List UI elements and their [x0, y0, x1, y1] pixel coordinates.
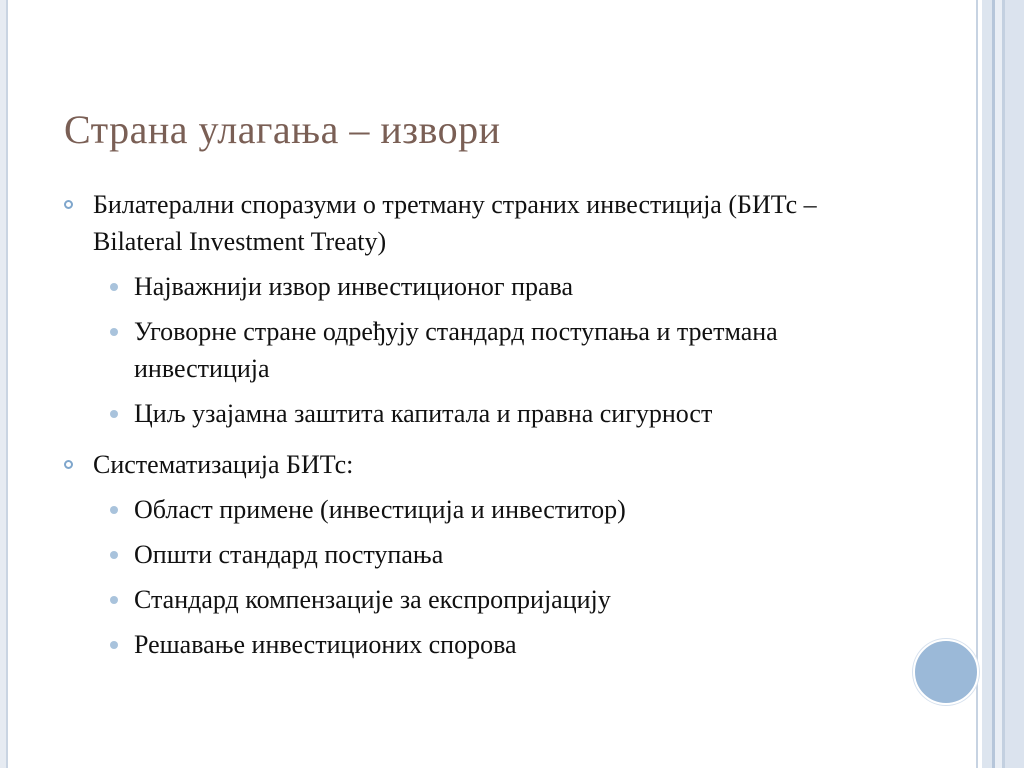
sub-bullet-item — [62, 581, 882, 618]
right-stripe-decoration — [976, 0, 1024, 768]
bullet-item — [62, 446, 882, 483]
sub-bullet-item — [62, 313, 882, 387]
bullet-item — [62, 186, 882, 260]
sub-bullet-text: Област примене (инвестиција и инвеститор) — [134, 495, 626, 524]
sub-bullet-text: Стандард компензације за експропријацију — [134, 585, 611, 614]
dot-bullet-icon — [110, 641, 118, 649]
bullet-text: Систематизација БИТс: — [93, 450, 354, 479]
sub-bullet-item — [62, 491, 882, 528]
dot-bullet-icon — [110, 506, 118, 514]
sub-bullet-item — [62, 395, 882, 432]
circle-bullet-icon — [64, 200, 73, 209]
sub-bullet-item — [62, 536, 882, 573]
circle-bullet-icon — [64, 460, 73, 469]
sub-bullet-text: Решавање инвестиционих спорова — [134, 630, 517, 659]
sub-bullet-item — [62, 626, 882, 663]
decorative-circle — [913, 639, 979, 705]
dot-bullet-icon — [110, 328, 118, 336]
sub-bullet-text: Уговорне стране одређују стандард поступања и третмана инвестиција — [134, 317, 778, 383]
slide-title: Страна улагања – извори — [64, 107, 501, 152]
dot-bullet-icon — [110, 410, 118, 418]
left-border-decoration — [0, 0, 12, 768]
sub-bullet-item — [62, 268, 882, 305]
bullet-list — [62, 186, 882, 663]
bullet-text: Билатерални споразуми о третману страних инвестиција (БИТс – Bilateral Investment Treaty) — [93, 190, 817, 256]
sub-bullet-text: Општи стандард поступања — [134, 540, 444, 569]
sub-bullet-text: Циљ узајамна заштита капитала и правна сигурност — [134, 399, 713, 428]
sub-bullet-text: Најважнији извор инвестиционог права — [134, 272, 574, 301]
dot-bullet-icon — [110, 283, 118, 291]
dot-bullet-icon — [110, 551, 118, 559]
dot-bullet-icon — [110, 596, 118, 604]
